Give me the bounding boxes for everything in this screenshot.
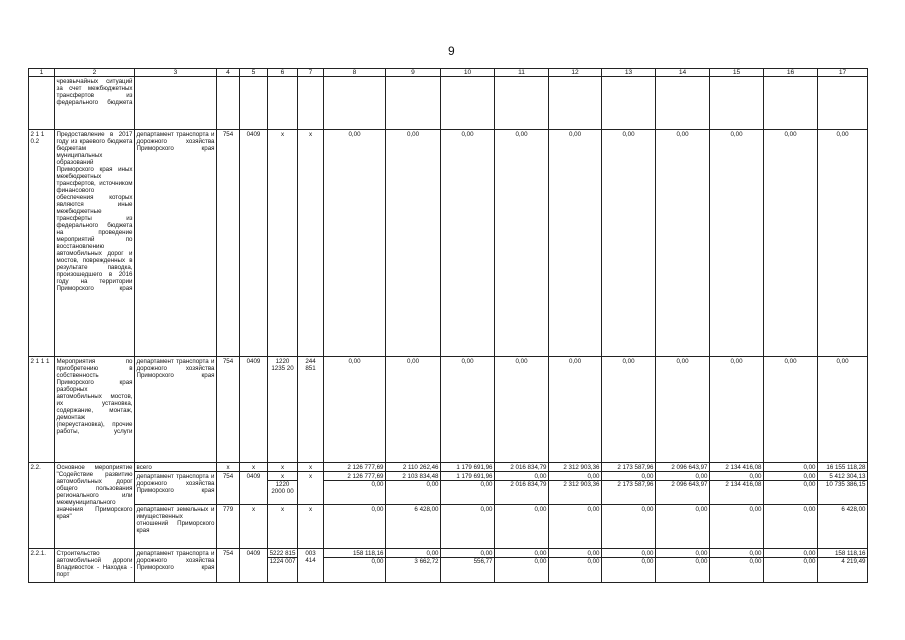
cell-grbs: 754 xyxy=(217,472,240,505)
value-cell: 0,00 xyxy=(324,130,386,357)
value-cell: 0,00 xyxy=(710,130,764,357)
cell-target: x xyxy=(268,505,298,549)
table-row xyxy=(29,463,868,472)
row-executor: департамент транспорта и дорожного хозяйства Приморского края xyxy=(135,357,217,463)
value-cell xyxy=(549,77,602,130)
value-cell: 0,00 2 134 416,08 xyxy=(710,472,764,505)
row-code: 2.2.1. xyxy=(29,549,55,583)
table-row xyxy=(29,549,868,583)
column-header: 7 xyxy=(298,69,324,77)
value-cell: 2 126 777,69 0,00 xyxy=(324,472,386,505)
cell-target xyxy=(268,549,298,583)
column-header: 11 xyxy=(495,69,549,77)
value-cell: 0,00 3 662,72 xyxy=(386,549,441,583)
value-cell: 1 179 691,96 xyxy=(441,463,495,472)
value-cell: 16 155 118,28 xyxy=(818,463,868,472)
value-cell: 0,00 xyxy=(495,130,549,357)
value-cell: 0,00 xyxy=(495,357,549,463)
cell-expense: x xyxy=(298,130,324,357)
value-cell: 0,00 0,00 xyxy=(602,549,656,583)
value-cell: 0,00 0,00 xyxy=(764,472,818,505)
value-cell xyxy=(386,77,441,130)
cell-expense: 244 851 xyxy=(298,357,324,463)
value-cell: 2 110 262,46 xyxy=(386,463,441,472)
value-cell: 0,00 xyxy=(386,357,441,463)
value-cell: 0,00 xyxy=(656,357,710,463)
row-code: 2 1 1 0.2 xyxy=(29,130,55,357)
value-cell: 0,00 0,00 xyxy=(549,549,602,583)
value-cell: 0,00 xyxy=(324,357,386,463)
value-cell: 0,00 xyxy=(710,357,764,463)
value-cell xyxy=(818,77,868,130)
cell-target-b: 1220 2000 00 xyxy=(268,480,297,495)
table-row xyxy=(29,472,868,505)
cell-expense: 003 414 xyxy=(298,549,324,583)
row-executor xyxy=(135,77,217,130)
value-cell: 0,00 xyxy=(710,505,764,549)
value-cell: 0,00 xyxy=(549,130,602,357)
row-executor: департамент земельных и имущественных отношений Приморского края xyxy=(135,505,217,549)
value-cell: 0,00 xyxy=(549,357,602,463)
value-cell xyxy=(764,77,818,130)
column-header: 1 xyxy=(29,69,55,77)
value-cell: 158 118,16 0,00 xyxy=(324,549,386,583)
row-code xyxy=(29,77,55,130)
column-header: 16 xyxy=(764,69,818,77)
value-cell: 2 103 834,48 0,00 xyxy=(386,472,441,505)
column-header: 15 xyxy=(710,69,764,77)
column-header: 5 xyxy=(240,69,268,77)
page-number: 9 xyxy=(448,44,455,58)
cell-expense-a: x xyxy=(308,472,313,480)
value-cell xyxy=(495,77,549,130)
value-cell xyxy=(602,77,656,130)
value-cell: 0,00 2 096 643,97 xyxy=(656,472,710,505)
value-cell xyxy=(710,77,764,130)
value-cell: 0,00 556,77 xyxy=(441,549,495,583)
value-cell: 2 173 587,96 xyxy=(602,463,656,472)
cell-target xyxy=(268,77,298,130)
value-cell: 0,00 xyxy=(386,130,441,357)
cell-target xyxy=(268,472,298,505)
value-cell: 0,00 xyxy=(441,357,495,463)
value-cell: 0,00 xyxy=(764,505,818,549)
row-executor: департамент транспорта и дорожного хозяйства Приморского края xyxy=(135,472,217,505)
value-cell: 0,00 xyxy=(549,505,602,549)
value-cell xyxy=(441,77,495,130)
table-row xyxy=(29,357,868,463)
cell-section: 0409 xyxy=(240,549,268,583)
cell-target-a: x xyxy=(280,472,285,480)
column-number-row xyxy=(29,69,868,77)
row-description: Основное мероприятие "Содействие развитию автомобильных дорог общего пользования регионального или межмуниципального значения Приморского края" xyxy=(55,463,135,549)
cell-target-a: 5222 815 xyxy=(269,549,296,557)
value-cell: 0,00 xyxy=(818,357,868,463)
cell-expense: x xyxy=(298,505,324,549)
cell-target: x xyxy=(268,463,298,472)
cell-expense: x xyxy=(298,463,324,472)
table-row xyxy=(29,505,868,549)
value-cell: 0,00 xyxy=(441,130,495,357)
cell-section: 0409 xyxy=(240,472,268,505)
cell-grbs: 754 xyxy=(217,549,240,583)
value-cell: 1 179 691,96 0,00 xyxy=(441,472,495,505)
column-header: 3 xyxy=(135,69,217,77)
column-header: 13 xyxy=(602,69,656,77)
value-cell: 0,00 0,00 xyxy=(495,549,549,583)
value-cell: 0,00 xyxy=(764,463,818,472)
cell-expense xyxy=(298,472,324,505)
cell-section: 0409 xyxy=(240,130,268,357)
cell-grbs: 754 xyxy=(217,357,240,463)
table-row xyxy=(29,77,868,130)
cell-grbs: 754 xyxy=(217,130,240,357)
value-cell: 2 096 643,97 xyxy=(656,463,710,472)
row-executor: всего xyxy=(135,463,217,472)
cell-section xyxy=(240,77,268,130)
cell-grbs: x xyxy=(217,463,240,472)
value-cell: 2 312 903,36 xyxy=(549,463,602,472)
value-cell: 2 016 834,79 xyxy=(495,463,549,472)
value-cell: 0,00 xyxy=(602,130,656,357)
row-executor: департамент транспорта и дорожного хозяйства Приморского края xyxy=(135,130,217,357)
cell-section: 0409 xyxy=(240,357,268,463)
column-header: 14 xyxy=(656,69,710,77)
value-cell: 0,00 xyxy=(764,357,818,463)
column-header: 4 xyxy=(217,69,240,77)
value-cell: 0,00 xyxy=(495,505,549,549)
column-header: 12 xyxy=(549,69,602,77)
cell-expense xyxy=(298,77,324,130)
value-cell: 0,00 xyxy=(656,130,710,357)
column-header: 10 xyxy=(441,69,495,77)
value-cell: 2 126 777,69 xyxy=(324,463,386,472)
value-cell xyxy=(656,77,710,130)
cell-section: x xyxy=(240,463,268,472)
row-description: чрезвычайных ситуаций за счет межбюджетных трансфертов из федерального бюджета xyxy=(55,77,135,130)
value-cell: 0,00 xyxy=(818,130,868,357)
value-cell: 2 134 416,08 xyxy=(710,463,764,472)
cell-target: 1220 1235 20 xyxy=(268,357,298,463)
row-code: 2.2. xyxy=(29,463,55,549)
column-header: 9 xyxy=(386,69,441,77)
value-cell: 0,00 2 173 587,96 xyxy=(602,472,656,505)
value-cell: 6 428,00 xyxy=(386,505,441,549)
value-cell: 0,00 xyxy=(441,505,495,549)
row-description: Строительство автомобильной дороги Владивосток - Находка - порт xyxy=(55,549,135,583)
value-cell: 0,00 0,00 xyxy=(764,549,818,583)
value-cell: 0,00 2 312 903,36 xyxy=(549,472,602,505)
row-description: Мероприятия по приобретению в собственность Приморского края разборных автомобильных мостов, их установка, содержание, монтаж, демонтаж (переустановка), прочие работы, услуги xyxy=(55,357,135,463)
value-cell: 6 428,00 xyxy=(818,505,868,549)
row-code: 2 1 1 1 xyxy=(29,357,55,463)
budget-table xyxy=(28,68,868,583)
row-description: Предоставление в 2017 году из краевого бюджета бюджетам муниципальных образований Приморского края иных межбюджетных трансфертов, источником финансового обеспечения которых являются иные межбюджетные трансферты из федерального бюджета на проведение мероприятий по восстановлению автомобильных дорог и мостов, поврежденных в результате паводка, произошедшего в 2016 году на территории Приморского края xyxy=(55,130,135,357)
value-cell: 0,00 xyxy=(764,130,818,357)
value-cell: 0,00 xyxy=(324,505,386,549)
cell-grbs xyxy=(217,77,240,130)
value-cell: 0,00 xyxy=(602,505,656,549)
cell-target-b: 1224 007 xyxy=(269,557,296,565)
value-cell: 0,00 2 016 834,79 xyxy=(495,472,549,505)
value-cell: 0,00 0,00 xyxy=(656,549,710,583)
cell-section: x xyxy=(240,505,268,549)
column-header: 8 xyxy=(324,69,386,77)
value-cell: 0,00 xyxy=(656,505,710,549)
table-row xyxy=(29,130,868,357)
value-cell: 0,00 xyxy=(602,357,656,463)
value-cell: 0,00 0,00 xyxy=(710,549,764,583)
row-executor: департамент транспорта и дорожного хозяйства Приморского края xyxy=(135,549,217,583)
cell-grbs: 779 xyxy=(217,505,240,549)
column-header: 6 xyxy=(268,69,298,77)
column-header: 17 xyxy=(818,69,868,77)
column-header: 2 xyxy=(55,69,135,77)
cell-target: x xyxy=(268,130,298,357)
value-cell: 158 118,16 4 219,49 xyxy=(818,549,868,583)
value-cell: 5 412 304,13 10 735 386,15 xyxy=(818,472,868,505)
value-cell xyxy=(324,77,386,130)
